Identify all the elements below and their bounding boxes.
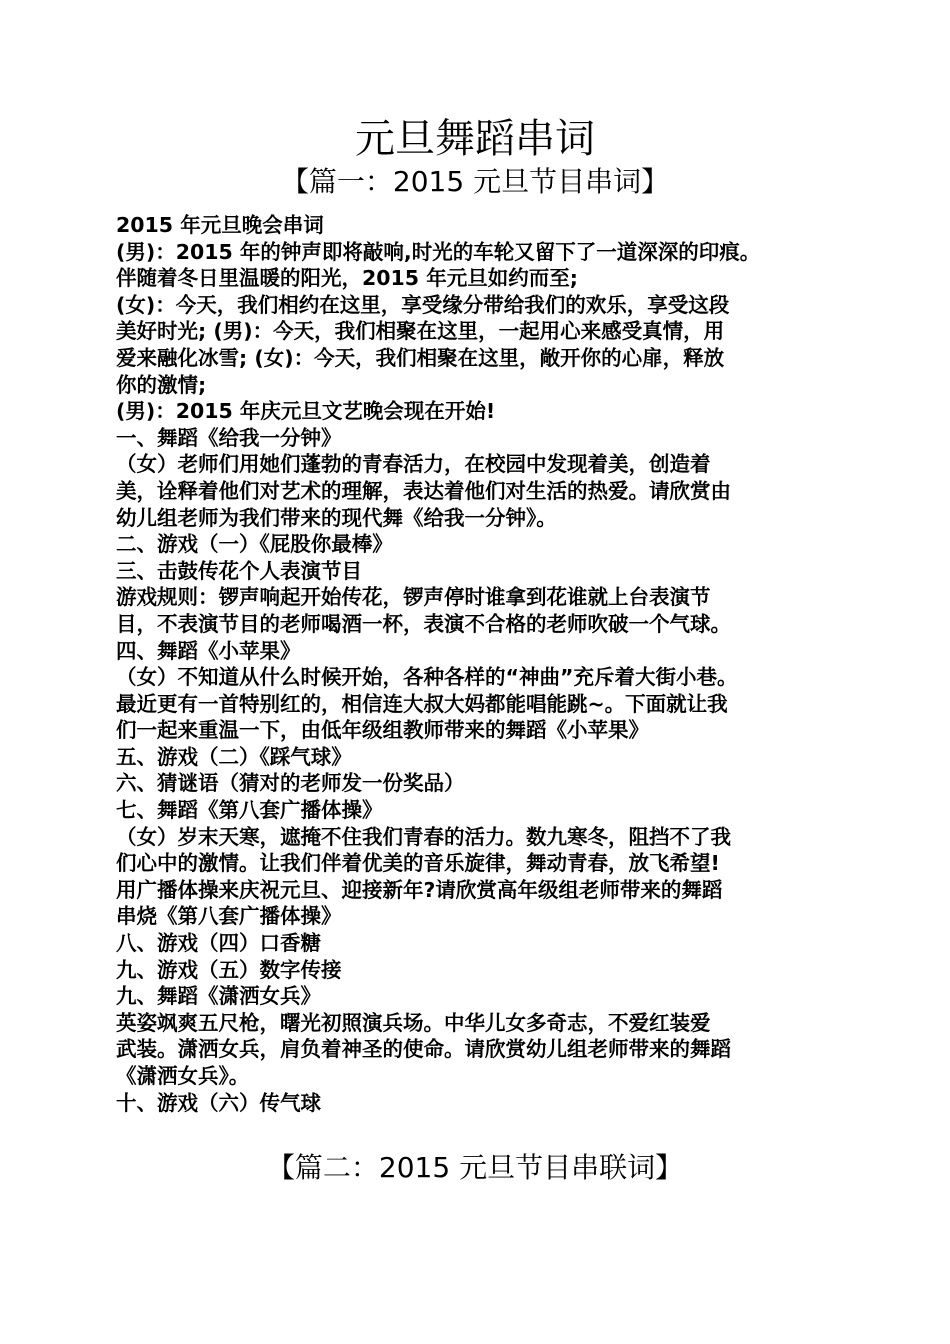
program-item: 一、舞蹈《给我一分钟》 (116, 425, 342, 450)
text-line: 美，诠释着他们对艺术的理解，表达着他们对生活的热爱。请欣赏由 (116, 478, 731, 503)
section-heading-2: 【篇二：2015 元旦节目串联词】 (266, 1151, 684, 1184)
text-line: 武装。潇洒女兵，肩负着神圣的使命。请欣赏幼儿组老师带来的舞蹈 (116, 1037, 731, 1062)
text-line: 英姿飒爽五尺枪，曙光初照演兵场。中华儿女多奇志，不爱红装爱 (116, 1010, 711, 1035)
document-body (116, 212, 846, 1116)
program-item: 九、舞蹈《潇洒女兵》 (116, 984, 321, 1009)
text-line: 串烧《第八套广播体操》 (116, 904, 342, 929)
text-line: 们心中的激情。让我们伴着优美的音乐旋律，舞动青春，放飞希望! (116, 851, 720, 876)
text-line: (男)：2015 年的钟声即将敲响,时光的车轮又留下了一道深深的印痕。 (116, 239, 761, 264)
program-item: 三、击鼓传花个人表演节目 (116, 558, 362, 583)
text-line: （女）不知道从什么时候开始，各种各样的“神曲”充斥着大街小巷。 (116, 665, 738, 690)
program-item: 二、游戏（一）《屁股你最棒》 (116, 532, 393, 557)
program-item: 七、舞蹈《第八套广播体操》 (116, 798, 383, 823)
text-line: 你的激情; (116, 372, 207, 397)
section-heading-1: 【篇一：2015 元旦节目串词】 (280, 165, 670, 198)
text-line: 美好时光; (男)：今天，我们相聚在这里，一起用心来感受真情，用 (116, 319, 725, 344)
text-line: （女）老师们用她们蓬勃的青春活力，在校园中发现着美，创造着 (116, 452, 711, 477)
text-line: (男)：2015 年庆元旦文艺晚会现在开始! (116, 399, 496, 424)
program-item: 四、舞蹈《小苹果》 (116, 638, 301, 663)
text-line: 《潇洒女兵》。 (116, 1064, 250, 1088)
text-line: 2015 年元旦晚会串词 (116, 213, 324, 237)
program-item: 五、游戏（二）《踩气球》 (116, 744, 352, 769)
program-item: 八、游戏（四）口香糖 (116, 931, 321, 956)
text-line: 最近更有一首特别红的，相信连大叔大妈都能唱能跳~。下面就让我 (116, 691, 728, 716)
text-line: 幼儿组老师为我们带来的现代舞《给我一分钟》。 (116, 505, 557, 530)
document-title: 元旦舞蹈串词 (355, 116, 595, 162)
text-line: 目，不表演节目的老师喝酒一杯，表演不合格的老师吹破一个气球。 (116, 611, 731, 636)
text-line: 伴随着冬日里温暖的阳光，2015 年元旦如约而至; (116, 266, 578, 291)
program-item: 九、游戏（五）数字传接 (116, 957, 342, 982)
text-line: (女)：今天，我们相约在这里，享受缘分带给我们的欢乐，享受这段 (116, 292, 730, 317)
text-line: 们一起来重温一下，由低年级组教师带来的舞蹈《小苹果》 (116, 718, 649, 743)
text-line: （女）岁末天寒，遮掩不住我们青春的活力。数九寒冬，阻挡不了我 (116, 824, 731, 849)
text-line: 爱来融化冰雪; (女)：今天，我们相聚在这里，敞开你的心扉，释放 (116, 345, 725, 370)
text-line: 游戏规则：锣声响起开始传花，锣声停时谁拿到花谁就上台表演节 (116, 585, 711, 610)
text-line: 用广播体操来庆祝元旦、迎接新年?请欣赏高年级组老师带来的舞蹈 (116, 877, 723, 902)
program-item: 十、游戏（六）传气球 (116, 1090, 321, 1115)
program-item: 六、猜谜语（猜对的老师发一份奖品） (116, 771, 465, 796)
